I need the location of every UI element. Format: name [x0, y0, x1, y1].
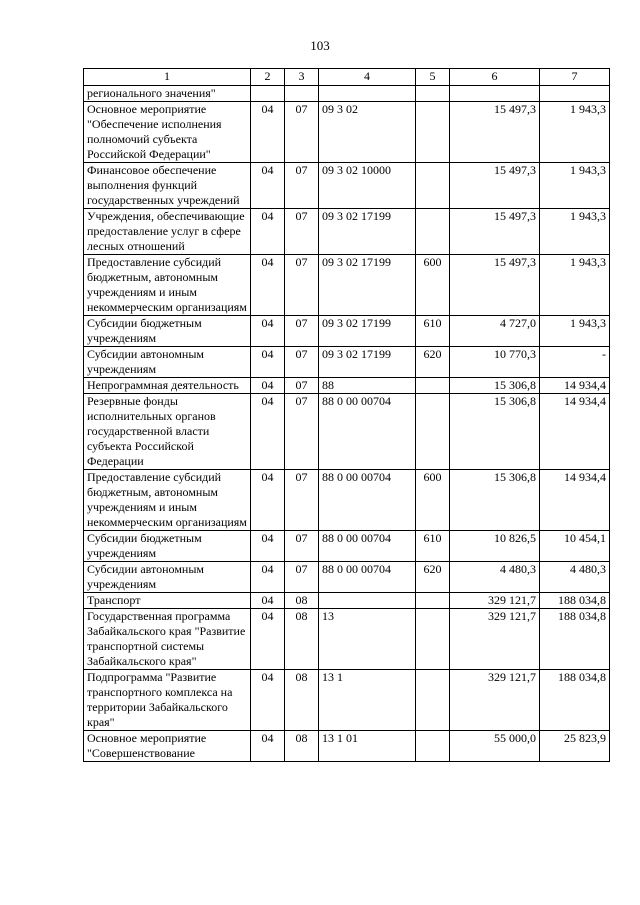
page-number: 103 — [310, 38, 330, 53]
section-code-cell: 04 — [251, 609, 285, 670]
expense-type-cell — [416, 609, 450, 670]
amount-col6-cell: 10 826,5 — [450, 531, 540, 562]
table-row — [84, 731, 610, 762]
row-name-cell: Предоставление субсидий бюджетным, автономным учреждениям и иным некоммерческим организациям — [84, 470, 251, 531]
subsection-code-cell: 07 — [285, 255, 319, 316]
column-header: 4 — [319, 69, 416, 86]
target-article-cell: 09 3 02 17199 — [319, 209, 416, 255]
section-code-cell: 04 — [251, 347, 285, 378]
row-name-cell: Учреждения, обеспечивающие предоставление услуг в сфере лесных отношений — [84, 209, 251, 255]
section-code-cell: 04 — [251, 731, 285, 762]
amount-col6-cell — [450, 86, 540, 102]
amount-col7-cell: 4 480,3 — [540, 562, 610, 593]
expense-type-cell — [416, 670, 450, 731]
amount-col6-cell: 15 306,8 — [450, 378, 540, 394]
table-row — [84, 102, 610, 163]
amount-col6-cell: 15 497,3 — [450, 255, 540, 316]
expense-type-cell — [416, 593, 450, 609]
amount-col7-cell: 1 943,3 — [540, 316, 610, 347]
table-row — [84, 593, 610, 609]
amount-col6-cell: 15 306,8 — [450, 470, 540, 531]
target-article-cell: 13 — [319, 609, 416, 670]
expense-type-cell — [416, 378, 450, 394]
expense-type-cell: 610 — [416, 531, 450, 562]
subsection-code-cell: 08 — [285, 670, 319, 731]
table-row — [84, 470, 610, 531]
section-code-cell: 04 — [251, 255, 285, 316]
subsection-code-cell: 08 — [285, 731, 319, 762]
expense-type-cell — [416, 209, 450, 255]
section-code-cell: 04 — [251, 163, 285, 209]
table-row — [84, 394, 610, 470]
row-name-cell: Резервные фонды исполнительных органов государственной власти субъекта Российской Федерации — [84, 394, 251, 470]
target-article-cell: 09 3 02 17199 — [319, 347, 416, 378]
expense-type-cell — [416, 86, 450, 102]
table-row — [84, 609, 610, 670]
amount-col7-cell: 188 034,8 — [540, 670, 610, 731]
section-code-cell: 04 — [251, 102, 285, 163]
table-row — [84, 163, 610, 209]
expense-type-cell — [416, 163, 450, 209]
amount-col7-cell: 14 934,4 — [540, 470, 610, 531]
expense-type-cell: 620 — [416, 562, 450, 593]
amount-col7-cell: 10 454,1 — [540, 531, 610, 562]
section-code-cell — [251, 86, 285, 102]
target-article-cell: 88 0 00 00704 — [319, 531, 416, 562]
amount-col6-cell: 15 497,3 — [450, 163, 540, 209]
amount-col7-cell — [540, 86, 610, 102]
target-article-cell — [319, 593, 416, 609]
amount-col6-cell: 15 497,3 — [450, 102, 540, 163]
column-header: 5 — [416, 69, 450, 86]
section-code-cell: 04 — [251, 209, 285, 255]
target-article-cell: 88 0 00 00704 — [319, 470, 416, 531]
amount-col7-cell: 188 034,8 — [540, 593, 610, 609]
row-name-cell: Основное мероприятие "Обеспечение исполнения полномочий субъекта Российской Федерации" — [84, 102, 251, 163]
subsection-code-cell: 07 — [285, 163, 319, 209]
subsection-code-cell: 07 — [285, 102, 319, 163]
amount-col6-cell: 10 770,3 — [450, 347, 540, 378]
row-name-cell: Субсидии автономным учреждениям — [84, 562, 251, 593]
table-row — [84, 255, 610, 316]
amount-col6-cell: 15 497,3 — [450, 209, 540, 255]
table-row — [84, 347, 610, 378]
amount-col6-cell: 4 727,0 — [450, 316, 540, 347]
table-row — [84, 531, 610, 562]
target-article-cell: 09 3 02 17199 — [319, 316, 416, 347]
subsection-code-cell: 07 — [285, 531, 319, 562]
amount-col7-cell: 188 034,8 — [540, 609, 610, 670]
section-code-cell: 04 — [251, 670, 285, 731]
subsection-code-cell — [285, 86, 319, 102]
row-name-cell: Основное мероприятие "Совершенствование — [84, 731, 251, 762]
section-code-cell: 04 — [251, 394, 285, 470]
subsection-code-cell: 07 — [285, 347, 319, 378]
row-name-cell: регионального значения" — [84, 86, 251, 102]
section-code-cell: 04 — [251, 531, 285, 562]
section-code-cell: 04 — [251, 470, 285, 531]
table-row — [84, 670, 610, 731]
amount-col7-cell: - — [540, 347, 610, 378]
row-name-cell: Финансовое обеспечение выполнения функций государственных учреждений — [84, 163, 251, 209]
subsection-code-cell: 07 — [285, 316, 319, 347]
column-header: 3 — [285, 69, 319, 86]
target-article-cell: 88 0 00 00704 — [319, 562, 416, 593]
subsection-code-cell: 07 — [285, 209, 319, 255]
subsection-code-cell: 07 — [285, 378, 319, 394]
expense-type-cell: 600 — [416, 470, 450, 531]
target-article-cell: 88 — [319, 378, 416, 394]
amount-col6-cell: 55 000,0 — [450, 731, 540, 762]
section-code-cell: 04 — [251, 562, 285, 593]
expense-type-cell: 600 — [416, 255, 450, 316]
amount-col6-cell: 329 121,7 — [450, 670, 540, 731]
row-name-cell: Предоставление субсидий бюджетным, автономным учреждениям и иным некоммерческим организациям — [84, 255, 251, 316]
subsection-code-cell: 08 — [285, 609, 319, 670]
section-code-cell: 04 — [251, 378, 285, 394]
target-article-cell — [319, 86, 416, 102]
budget-table — [83, 68, 610, 762]
row-name-cell: Транспорт — [84, 593, 251, 609]
target-article-cell: 13 1 — [319, 670, 416, 731]
expense-type-cell: 610 — [416, 316, 450, 347]
column-header: 2 — [251, 69, 285, 86]
subsection-code-cell: 07 — [285, 562, 319, 593]
row-name-cell: Непрограммная деятельность — [84, 378, 251, 394]
amount-col7-cell: 1 943,3 — [540, 102, 610, 163]
amount-col7-cell: 1 943,3 — [540, 209, 610, 255]
table-row — [84, 86, 610, 102]
expense-type-cell — [416, 102, 450, 163]
table-row — [84, 316, 610, 347]
table-row — [84, 209, 610, 255]
target-article-cell: 13 1 01 — [319, 731, 416, 762]
amount-col7-cell: 1 943,3 — [540, 255, 610, 316]
subsection-code-cell: 07 — [285, 470, 319, 531]
amount-col6-cell: 329 121,7 — [450, 593, 540, 609]
section-code-cell: 04 — [251, 593, 285, 609]
subsection-code-cell: 08 — [285, 593, 319, 609]
amount-col6-cell: 4 480,3 — [450, 562, 540, 593]
subsection-code-cell: 07 — [285, 394, 319, 470]
amount-col7-cell: 1 943,3 — [540, 163, 610, 209]
row-name-cell: Государственная программа Забайкальского края "Развитие транспортной системы Забайкальского края" — [84, 609, 251, 670]
row-name-cell: Субсидии автономным учреждениям — [84, 347, 251, 378]
amount-col7-cell: 14 934,4 — [540, 394, 610, 470]
expense-type-cell — [416, 394, 450, 470]
target-article-cell: 09 3 02 17199 — [319, 255, 416, 316]
expense-type-cell — [416, 731, 450, 762]
column-header: 6 — [450, 69, 540, 86]
column-header: 7 — [540, 69, 610, 86]
section-code-cell: 04 — [251, 316, 285, 347]
amount-col7-cell: 25 823,9 — [540, 731, 610, 762]
column-header: 1 — [84, 69, 251, 86]
row-name-cell: Подпрограмма "Развитие транспортного комплекса на территории Забайкальского края" — [84, 670, 251, 731]
amount-col6-cell: 15 306,8 — [450, 394, 540, 470]
target-article-cell: 09 3 02 10000 — [319, 163, 416, 209]
table-row — [84, 562, 610, 593]
amount-col6-cell: 329 121,7 — [450, 609, 540, 670]
expense-type-cell: 620 — [416, 347, 450, 378]
target-article-cell: 09 3 02 — [319, 102, 416, 163]
amount-col7-cell: 14 934,4 — [540, 378, 610, 394]
row-name-cell: Субсидии бюджетным учреждениям — [84, 316, 251, 347]
table-row — [84, 378, 610, 394]
header-row — [84, 69, 610, 86]
target-article-cell: 88 0 00 00704 — [319, 394, 416, 470]
row-name-cell: Субсидии бюджетным учреждениям — [84, 531, 251, 562]
